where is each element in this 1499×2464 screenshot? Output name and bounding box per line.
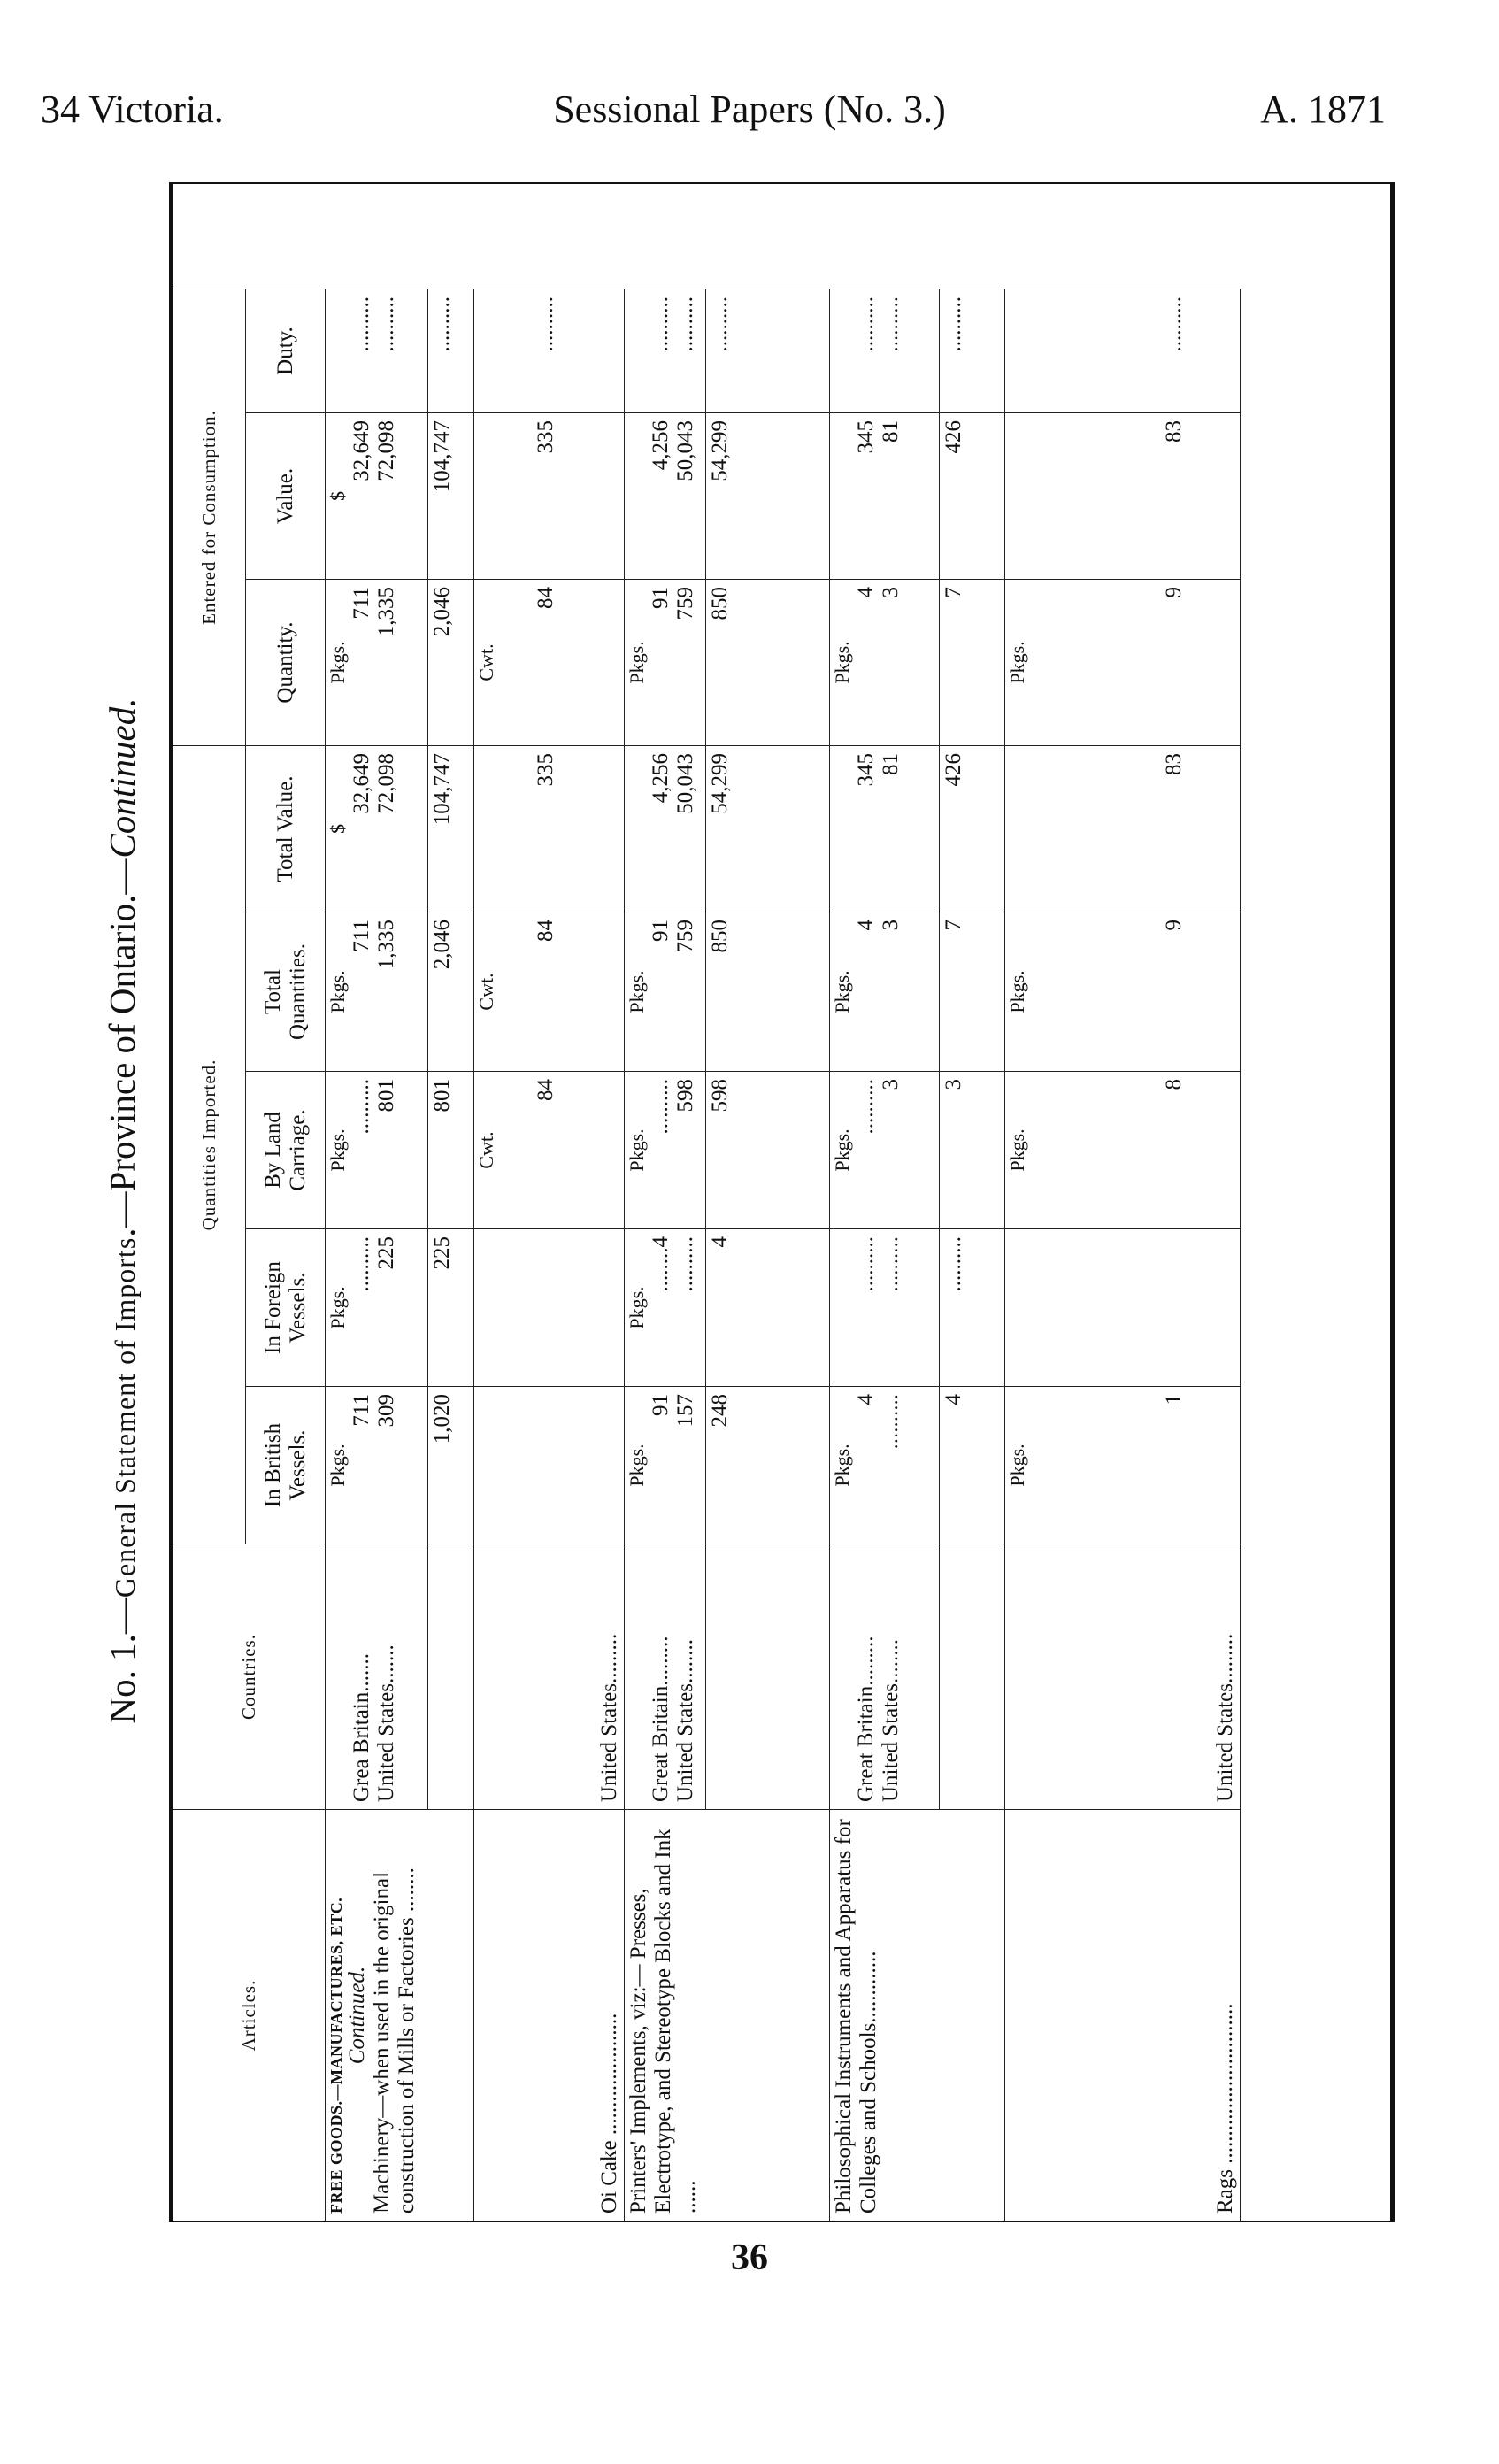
machinery-total-qty: [326, 912, 428, 1071]
philosophical-sum-quantity: 7: [940, 579, 1005, 745]
printers-land-2: 598: [673, 1079, 697, 1113]
philosophical-total-value-1: 345: [853, 753, 878, 787]
oilcake-land-cell: [474, 1071, 625, 1228]
printers-total-qty-2: 759: [673, 920, 697, 953]
philosophical-sum-duty: ..........: [940, 289, 1005, 412]
philosophical-sum-foreign: ..........: [940, 1228, 1005, 1386]
header-duty: Duty.: [246, 289, 326, 412]
unit-cwt: Cwt.: [475, 1131, 497, 1169]
printers-value-1: 4,256: [648, 420, 673, 471]
machinery-duty: [326, 289, 428, 412]
rags-land: 8: [1161, 1079, 1186, 1090]
philosophical-quantity-1: 4: [853, 587, 878, 598]
machinery-british-2: 309: [373, 1394, 398, 1428]
philosophical-value-1: 345: [853, 420, 878, 454]
printers-total-qty-1: 91: [648, 920, 673, 942]
philosophical-sum-total-qty: 7: [940, 912, 1005, 1071]
unit-dollar: $: [327, 824, 349, 834]
printers-duty-2: ..........: [673, 296, 697, 352]
machinery-quantity: [326, 579, 428, 745]
philosophical-value: [830, 412, 940, 579]
philosophical-quantity: [830, 579, 940, 745]
philosophical-total-value: [830, 745, 940, 912]
title-main: General Statement of Imports: [109, 1236, 141, 1598]
unit-label: Pkgs.: [327, 1444, 349, 1487]
unit-label: Pkgs.: [626, 1444, 648, 1487]
philosophical-foreign-2: ..........: [878, 1236, 903, 1292]
page-title: [101, 264, 143, 2158]
philosophical-foreign: [830, 1228, 940, 1386]
philosophical-land-1: ..........: [853, 1079, 878, 1135]
oilcake-total-qty-cell: [474, 912, 625, 1071]
rags-country: United States.........: [1005, 1544, 1241, 1809]
rags-total-qty: 9: [1161, 920, 1186, 931]
printers-quantity: [625, 579, 706, 745]
philosophical-total-qty-1: 4: [853, 920, 878, 931]
rags-value: 83: [1161, 420, 1186, 443]
oilcake-value-cell: [474, 412, 625, 579]
philosophical-article: Philosophical Instruments and Apparatus for Colleges and Schools.............: [830, 1809, 1005, 2221]
oilcake-quantity-cell: [474, 579, 625, 745]
oilcake-duty-cell: [474, 289, 625, 412]
header-quantities-imported: Quantities Imported.: [173, 745, 246, 1544]
machinery-value-2: 72,098: [373, 420, 398, 481]
machinery-foreign: [326, 1228, 428, 1386]
machinery-sum-foreign: 225: [428, 1228, 474, 1386]
printers-value-2: 50,043: [673, 420, 697, 481]
unit-label: Pkgs.: [1006, 1128, 1028, 1172]
rags-quantity-cell: [1005, 579, 1241, 745]
philosophical-value-2: 81: [878, 420, 903, 443]
oilcake-foreign: [474, 1228, 625, 1386]
printers-country-2: United States........: [673, 1638, 697, 1802]
printers-sum-british: 248: [706, 1386, 830, 1544]
header-countries: Countries.: [173, 1544, 326, 1809]
oilcake-land: 84: [533, 1079, 557, 1101]
philosophical-land: [830, 1071, 940, 1228]
printers-british-1: 91: [648, 1394, 673, 1416]
unit-cwt: Cwt.: [475, 973, 497, 1011]
rags-article: Rags .............................: [1005, 1809, 1241, 2221]
philosophical-foreign-1: ..........: [853, 1236, 878, 1292]
header-articles: Articles.: [173, 1809, 326, 2221]
section-continued: Continued.: [345, 1966, 370, 2065]
machinery-quantity-2: 1,335: [373, 587, 398, 637]
printers-quantity-2: 759: [673, 587, 697, 620]
machinery-british: [326, 1386, 428, 1544]
machinery-sum-value: 104,747: [428, 412, 474, 579]
printers-duty-1: ..........: [648, 296, 673, 352]
printers-land-1: ..........: [648, 1079, 673, 1135]
philosophical-british-2: ..........: [878, 1394, 903, 1450]
header-total-quantities: Total Quantities.: [246, 912, 326, 1071]
unit-cwt: Cwt.: [475, 643, 497, 681]
printers-sum-duty: ..........: [706, 289, 830, 412]
printers-country-1: Great Britain.........: [648, 1636, 673, 1802]
philosophical-british-1: 4: [853, 1394, 878, 1405]
printers-sum-total-value: 54,299: [706, 745, 830, 912]
printers-total-value-2: 50,043: [673, 753, 697, 814]
machinery-country-1: Grea Britain.......: [349, 1652, 373, 1802]
machinery-land: [326, 1071, 428, 1228]
rags-total-value: 83: [1161, 753, 1186, 775]
machinery-total-qty-1: 711: [349, 920, 373, 952]
unit-label: Pkgs.: [626, 641, 648, 684]
title-suffix: Continued.: [102, 697, 142, 859]
rags-total-value-cell: [1005, 745, 1241, 912]
philosophical-duty-2: ..........: [878, 296, 903, 352]
oilcake-british: [474, 1386, 625, 1544]
rags-total-qty-cell: [1005, 912, 1241, 1071]
unit-label: Pkgs.: [327, 1286, 349, 1329]
philosophical-duty: [830, 289, 940, 412]
printers-total-value: [625, 745, 706, 912]
printers-quantity-1: 91: [648, 587, 673, 609]
printers-foreign-1: ........4: [648, 1236, 673, 1292]
printers-article: Printers' Implements, viz:— Presses, Electrotype, and Stereotype Blocks and Ink ......: [625, 1809, 830, 2221]
philosophical-sum-land: 3: [940, 1071, 1005, 1228]
oilcake-quantity: 84: [533, 587, 557, 609]
header-total-value: Total Value.: [246, 745, 326, 912]
header-right: A. 1871: [1260, 88, 1386, 131]
rags-duty: ..........: [1161, 296, 1186, 352]
machinery-sum-duty: ..........: [428, 289, 474, 412]
printers-duty: [625, 289, 706, 412]
title-middle: .—Province of Ontario.—: [102, 858, 142, 1237]
machinery-duty-2: ..........: [373, 296, 398, 352]
machinery-land-2: 801: [373, 1079, 398, 1113]
page-number: 36: [731, 2237, 768, 2278]
printers-sum-land: 598: [706, 1071, 830, 1228]
machinery-article-cell: [326, 1809, 474, 2221]
oilcake-value: 335: [533, 420, 557, 454]
oilcake-total-qty: 84: [533, 920, 557, 942]
printers-british-2: 157: [673, 1394, 697, 1428]
machinery-value-1: 32,649: [349, 420, 373, 481]
unit-label: Pkgs.: [831, 641, 853, 684]
printers-foreign: [625, 1228, 706, 1386]
rags-land-cell: [1005, 1071, 1241, 1228]
philosophical-quantity-2: 3: [878, 587, 903, 598]
philosophical-duty-1: ..........: [853, 296, 878, 352]
printers-land: [625, 1071, 706, 1228]
rags-british-cell: [1005, 1386, 1241, 1544]
philosophical-sum-total-value: 426: [940, 745, 1005, 912]
printers-countries: [625, 1544, 706, 1809]
header-foreign-vessels: In Foreign Vessels.: [246, 1228, 326, 1386]
philosophical-land-2: 3: [878, 1079, 903, 1090]
machinery-sum-country: [428, 1544, 474, 1809]
unit-dollar: $: [327, 491, 349, 501]
printers-sum-quantity: 850: [706, 579, 830, 745]
header-left: 34 Victoria.: [41, 88, 224, 131]
machinery-total-value-1: 32,649: [349, 753, 373, 814]
machinery-sum-total-qty: 2,046: [428, 912, 474, 1071]
header-british-vessels: In British Vessels.: [246, 1386, 326, 1544]
header-center: Sessional Papers (No. 3.): [553, 88, 946, 131]
printers-value: [625, 412, 706, 579]
unit-label: Pkgs.: [327, 641, 349, 684]
machinery-sum-total-value: 104,747: [428, 745, 474, 912]
philosophical-sum-british: 4: [940, 1386, 1005, 1544]
rags-value-cell: [1005, 412, 1241, 579]
philosophical-total-qty-2: 3: [878, 920, 903, 931]
machinery-total-value-2: 72,098: [373, 753, 398, 814]
unit-label: Pkgs.: [1006, 1444, 1028, 1487]
machinery-countries: [326, 1544, 428, 1809]
unit-label: Pkgs.: [626, 1286, 648, 1329]
printers-total-value-1: 4,256: [648, 753, 673, 804]
machinery-value: [326, 412, 428, 579]
unit-label: Pkgs.: [626, 1128, 648, 1172]
oilcake-duty: ..........: [533, 296, 557, 352]
rags-duty-cell: [1005, 289, 1241, 412]
rags-quantity: 9: [1161, 587, 1186, 598]
unit-label: Pkgs.: [1006, 970, 1028, 1013]
printers-total-qty: [625, 912, 706, 1071]
machinery-sum-british: 1,020: [428, 1386, 474, 1544]
philosophical-countries: [830, 1544, 940, 1809]
unit-label: Pkgs.: [831, 1128, 853, 1172]
oilcake-total-value: 335: [533, 753, 557, 787]
machinery-foreign-1: ..........: [349, 1236, 373, 1292]
machinery-article: Machinery—when used in the original construction of Mills or Factories ........: [370, 1867, 419, 2214]
philosophical-british: [830, 1386, 940, 1544]
philosophical-total-qty: [830, 912, 940, 1071]
machinery-total-qty-2: 1,335: [373, 920, 398, 970]
philosophical-total-value-2: 81: [878, 753, 903, 775]
philosophical-country-1: Great Britain.........: [853, 1636, 878, 1802]
printers-sum-value: 54,299: [706, 412, 830, 579]
machinery-duty-1: ..........: [349, 296, 373, 352]
machinery-sum-land: 801: [428, 1071, 474, 1228]
title-prefix: No. 1.—: [102, 1598, 142, 1724]
printers-british: [625, 1386, 706, 1544]
unit-label: Pkgs.: [327, 970, 349, 1013]
header-entered-consumption: Entered for Consumption.: [173, 289, 246, 745]
machinery-country-2: United States.......: [373, 1644, 398, 1802]
header-value: Value.: [246, 412, 326, 579]
rags-british: 1: [1161, 1394, 1186, 1405]
printers-sum-foreign: 4: [706, 1228, 830, 1386]
philosophical-sum-value: 426: [940, 412, 1005, 579]
rags-foreign-cell: [1005, 1228, 1241, 1386]
machinery-foreign-2: 225: [373, 1236, 398, 1270]
oilcake-country: United States.........: [474, 1544, 625, 1809]
imports-grid: [173, 184, 1390, 2221]
unit-label: Pkgs.: [1006, 641, 1028, 684]
machinery-land-1: ..........: [349, 1079, 373, 1135]
printers-sum-total-qty: 850: [706, 912, 830, 1071]
unit-label: Pkgs.: [831, 1444, 853, 1487]
unit-label: Pkgs.: [626, 970, 648, 1013]
header-quantity: Quantity.: [246, 579, 326, 745]
section-label: FREE GOODS.—MANUFACTURES, ETC.: [327, 1897, 345, 2214]
oilcake-article: Oi Cake ......................: [474, 1809, 625, 2221]
machinery-sum-quantity: 2,046: [428, 579, 474, 745]
unit-label: Pkgs.: [831, 970, 853, 1013]
philosophical-country-2: United States........: [878, 1638, 903, 1802]
oilcake-total-value-cell: [474, 745, 625, 912]
header-land-carriage: By Land Carriage.: [246, 1071, 326, 1228]
philosophical-sum-country: [940, 1544, 1005, 1809]
printers-foreign-2: ..........: [673, 1236, 697, 1292]
printers-sum-country: [706, 1544, 830, 1809]
unit-label: Pkgs.: [327, 1128, 349, 1172]
imports-table: [169, 182, 1395, 2222]
machinery-british-1: 711: [349, 1394, 373, 1427]
machinery-quantity-1: 711: [349, 587, 373, 620]
machinery-total-value: [326, 745, 428, 912]
